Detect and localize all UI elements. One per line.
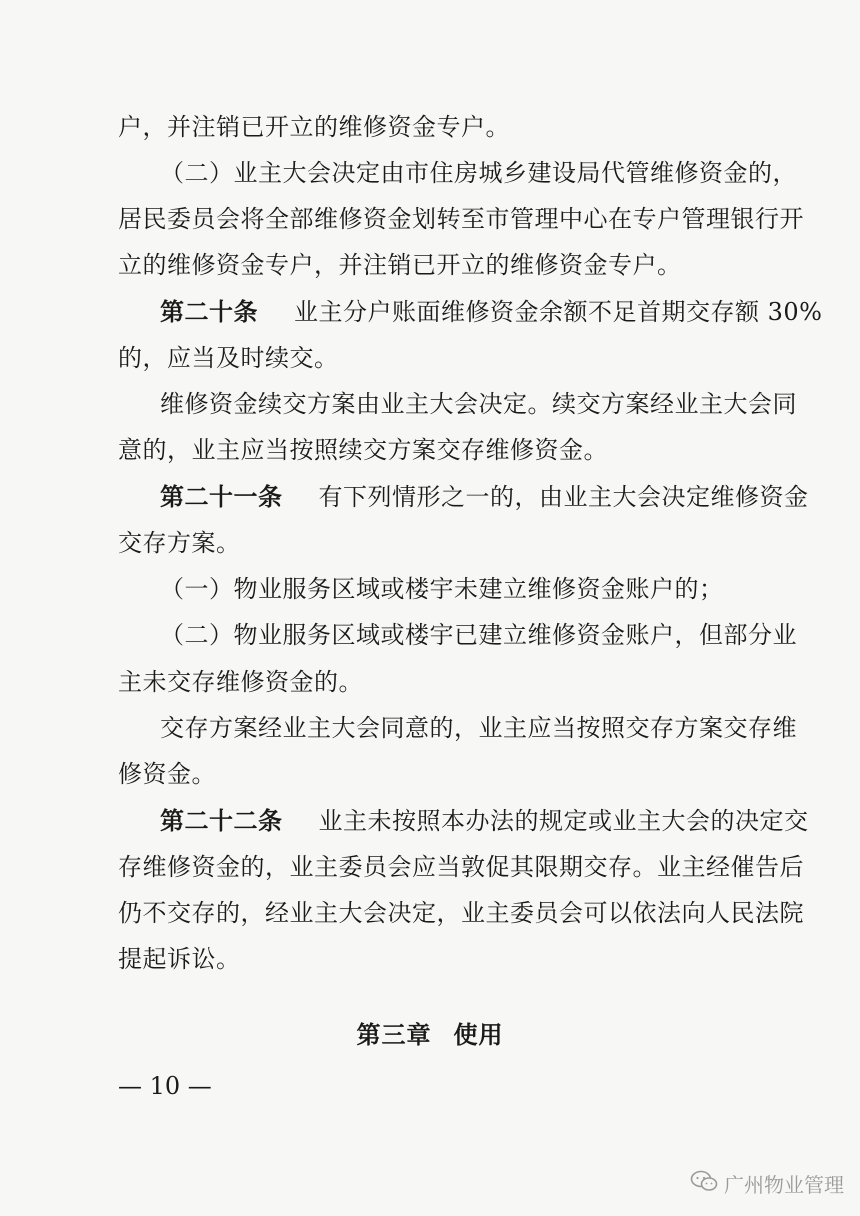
chapter-number: 第三章 — [356, 1021, 432, 1049]
text-line: 的，应当及时续交。 — [118, 344, 339, 372]
text-line: 维修资金续交方案由业主大会决定。续交方案经业主大会同 — [160, 390, 797, 418]
article-21 — [160, 482, 809, 512]
wechat-icon — [690, 1170, 718, 1197]
text-line: （二）物业服务区域或楼宇已建立维修资金账户，但部分业 — [160, 621, 797, 649]
text-line: 提起诉讼。 — [118, 945, 241, 973]
page-number: — 10 — — [118, 1072, 212, 1100]
text-line: 户，并注销已开立的维修资金专户。 — [118, 113, 510, 141]
text-line: 业主分户账面维修资金余额不足首期交存额 30% — [294, 298, 823, 326]
article-heading: 第二十条 — [160, 298, 258, 326]
text-line: 主未交存维修资金的。 — [118, 668, 363, 696]
article-22 — [160, 806, 809, 836]
text-line: 有下列情形之一的，由业主大会决定维修资金 — [318, 483, 809, 511]
article-heading: 第二十二条 — [160, 807, 283, 835]
text-line: 仍不交存的，经业主大会决定，业主委员会可以依法向人民法院 — [118, 899, 804, 927]
watermark — [690, 1169, 844, 1198]
text-line: 修资金。 — [118, 760, 216, 788]
text-line: 交存方案。 — [118, 529, 241, 557]
text-line: （二）业主大会决定由市住房城乡建设局代管维修资金的， — [160, 159, 797, 187]
text-line: 交存方案经业主大会同意的，业主应当按照交存方案交存维 — [160, 714, 797, 742]
chapter-heading — [0, 1015, 860, 1050]
article-heading: 第二十一条 — [160, 483, 283, 511]
chapter-title: 使用 — [453, 1021, 504, 1049]
watermark-text: 广州物业管理 — [724, 1173, 844, 1197]
text-line: 意的，业主应当按照续交方案交存维修资金。 — [118, 436, 608, 464]
text-line: 立的维修资金专户，并注销已开立的维修资金专户。 — [118, 251, 682, 279]
text-line: 居民委员会将全部维修资金划转至市管理中心在专户管理银行开 — [118, 205, 804, 233]
article-20 — [160, 297, 822, 327]
text-line: （一）物业服务区域或楼宇未建立维修资金账户的； — [160, 575, 724, 603]
text-line: 存维修资金的，业主委员会应当敦促其限期交存。业主经催告后 — [118, 853, 804, 881]
text-line: 业主未按照本办法的规定或业主大会的决定交 — [318, 807, 809, 835]
